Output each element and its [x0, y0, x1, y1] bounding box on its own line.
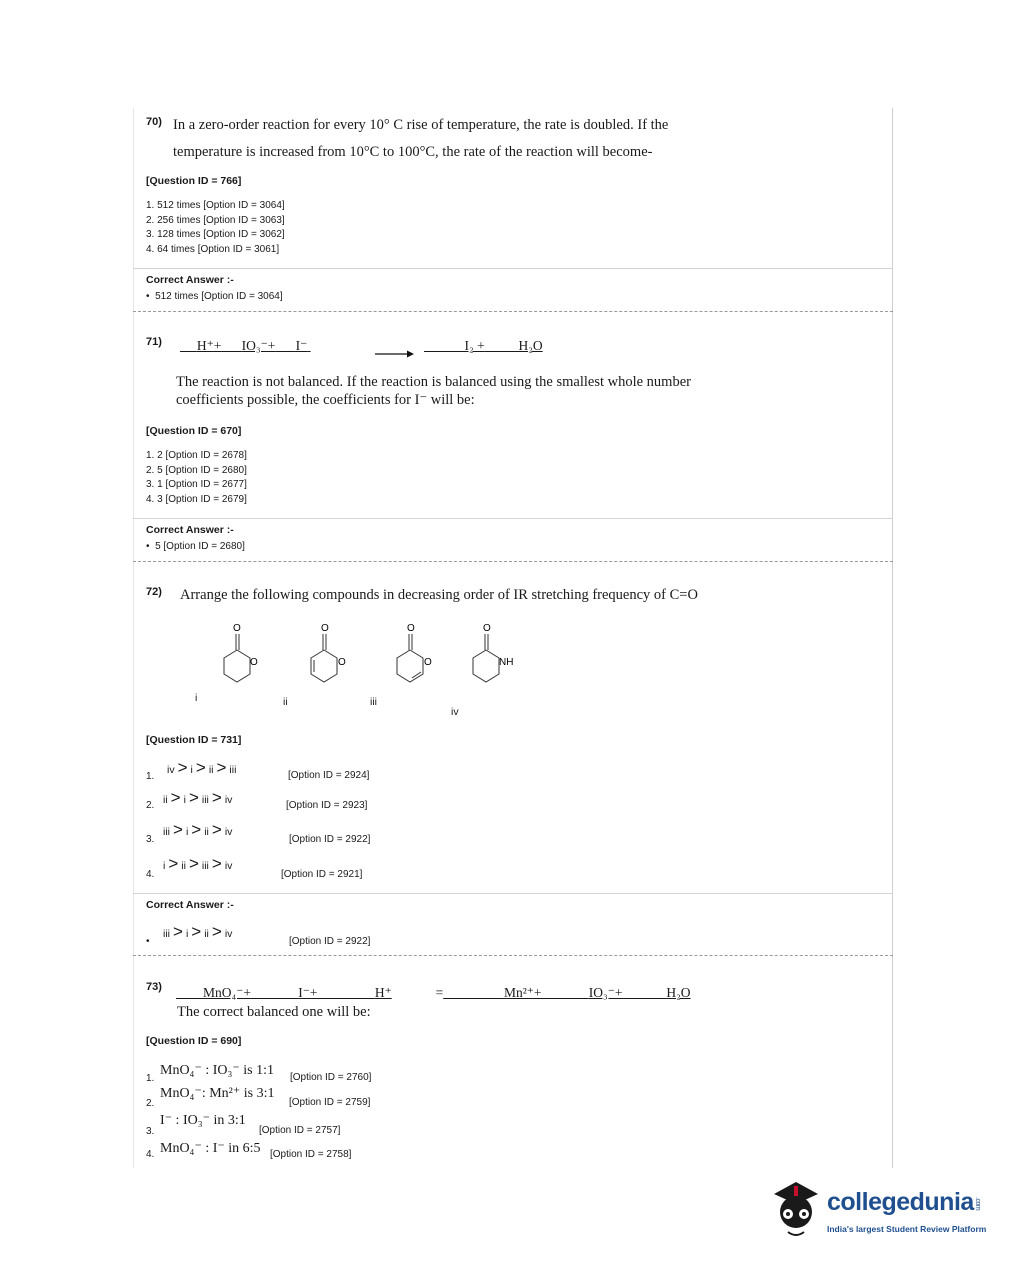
option-number: 4.: [146, 869, 155, 880]
logo-name-text: collegedunia: [827, 1188, 974, 1216]
q71-text-line2: coefficients possible, the coefficients for I⁻ will be:: [176, 392, 475, 408]
greater-than: >: [170, 788, 181, 807]
greater-than: >: [188, 854, 199, 873]
structure-label: iv: [451, 706, 459, 718]
option-number: 2.: [146, 1098, 155, 1109]
roman-numeral: i: [190, 764, 193, 776]
q71-question-id: [Question ID = 670]: [146, 425, 242, 437]
option-id: [Option ID = 2760]: [290, 1072, 372, 1083]
eq-term: H⁺: [374, 985, 392, 1000]
divider: [133, 518, 893, 519]
q71-correct-answer: • 5 [Option ID = 2680]: [146, 541, 245, 552]
eq-term: I⁻: [295, 338, 308, 353]
greater-than: >: [191, 820, 202, 839]
option-id: [Option ID = 2922]: [289, 834, 371, 845]
option-item: 3. 128 times [Option ID = 3062]: [146, 229, 285, 241]
roman-numeral: iii: [201, 860, 209, 872]
correct-answer-text: 5 [Option ID = 2680]: [155, 541, 245, 552]
q70-options: [146, 199, 285, 257]
option-item: 4. 3 [Option ID = 2679]: [146, 493, 247, 505]
greater-than: >: [173, 820, 183, 839]
q70-number: 70): [146, 116, 162, 128]
logo-tagline: India's largest Student Review Platform: [827, 1224, 987, 1234]
structure-label: iii: [370, 696, 377, 708]
option-id: [Option ID = 2921]: [281, 869, 363, 880]
q72-option-4-order: [163, 854, 232, 874]
option-number: 2.: [146, 800, 155, 811]
option-item: 2. 256 times [Option ID = 3063]: [146, 214, 285, 226]
q70-correct-answer: • 512 times [Option ID = 3064]: [146, 291, 283, 302]
option-number: 3.: [146, 834, 155, 845]
eq-term: IO₃⁻+: [241, 338, 276, 353]
greater-than: >: [191, 922, 202, 941]
q71-number: 71): [146, 336, 162, 348]
q73-question-id: [Question ID = 690]: [146, 1035, 242, 1047]
greater-than: >: [211, 922, 222, 941]
greater-than: >: [177, 758, 188, 777]
atom-label: O: [233, 623, 241, 634]
structure-label: i: [195, 692, 198, 704]
q71-options: [146, 449, 247, 507]
left-border-line: [133, 108, 134, 1168]
roman-numeral: iii: [201, 794, 209, 806]
option-item: 1. 512 times [Option ID = 3064]: [146, 200, 285, 211]
greater-than: >: [168, 854, 179, 873]
greater-than: >: [211, 854, 222, 873]
q72-structures: [173, 620, 513, 722]
option-id: [Option ID = 2922]: [289, 936, 371, 947]
q72-correct-order: [163, 922, 232, 942]
roman-numeral: iv: [167, 764, 175, 776]
eq-term: H₂O: [666, 985, 691, 1000]
q73-equation: [176, 985, 691, 1001]
eq-term: IO₃⁻+: [588, 985, 623, 1000]
roman-numeral: iv: [224, 860, 233, 872]
roman-numeral: i: [185, 826, 189, 838]
roman-numeral: iii: [163, 826, 170, 838]
atom-label: O: [338, 657, 346, 668]
q70-text-line1: In a zero-order reaction for every 10° C rise of temperature, the rate is doubled. If the: [173, 117, 669, 133]
logo-suffix: .com: [973, 1196, 981, 1210]
bullet: •: [146, 936, 150, 947]
option-id: [Option ID = 2757]: [259, 1125, 341, 1136]
q72-question-id: [Question ID = 731]: [146, 734, 242, 746]
atom-label: O: [250, 657, 258, 668]
q71-correct-label: Correct Answer :-: [146, 524, 234, 536]
divider: [133, 893, 893, 894]
roman-numeral: iv: [224, 794, 233, 806]
roman-numeral: ii: [163, 794, 168, 806]
roman-numeral: i: [163, 860, 166, 872]
option-item: 1. 2 [Option ID = 2678]: [146, 450, 247, 461]
q72-option-2-order: [163, 788, 232, 808]
reaction-arrow-icon: [375, 349, 415, 359]
q72-correct-label: Correct Answer :-: [146, 899, 234, 911]
roman-numeral: iv: [224, 826, 233, 838]
greater-than: >: [211, 820, 222, 839]
q73-option-2-ratio: MnO₄⁻: Mn²⁺ is 3:1: [160, 1086, 275, 1101]
roman-numeral: iii: [163, 928, 170, 940]
question-separator: [133, 955, 893, 956]
right-border-line: [892, 108, 893, 1168]
q73-option-4-ratio: MnO₄⁻ : I⁻ in 6:5: [160, 1141, 261, 1156]
logo-wordmark: [827, 1188, 981, 1217]
atom-label: O: [407, 623, 415, 634]
option-number: 1.: [146, 771, 155, 782]
q70-text-line2: temperature is increased from 10°C to 100°C, the rate of the reaction will become-: [173, 144, 653, 160]
greater-than: >: [195, 758, 206, 777]
roman-numeral: ii: [181, 860, 186, 872]
atom-label: O: [424, 657, 432, 668]
eq-term: H⁺+: [196, 338, 222, 353]
q71-text-line1: The reaction is not balanced. If the reaction is balanced using the smallest whole number: [176, 374, 691, 390]
roman-numeral: ii: [204, 928, 209, 940]
atom-label: NH: [499, 657, 513, 668]
eq-term: H₂O: [518, 338, 543, 353]
q70-correct-label: Correct Answer :-: [146, 274, 234, 286]
eq-sign: =: [435, 985, 444, 1000]
option-number: 1.: [146, 1073, 155, 1084]
greater-than: >: [211, 788, 222, 807]
roman-numeral: i: [183, 794, 186, 806]
structure-label: ii: [283, 696, 288, 708]
q71-products: [424, 338, 543, 354]
atom-label: O: [321, 623, 329, 634]
mascot-icon: [766, 1176, 826, 1246]
greater-than: >: [188, 788, 199, 807]
roman-numeral: iii: [229, 764, 237, 776]
option-item: 2. 5 [Option ID = 2680]: [146, 464, 247, 476]
q73-option-1-ratio: MnO₄⁻ : IO₃⁻ is 1:1: [160, 1063, 274, 1078]
q72-number: 72): [146, 586, 162, 598]
roman-numeral: i: [185, 928, 189, 940]
q72-option-3-order: [163, 820, 232, 840]
question-separator: [133, 561, 893, 562]
greater-than: >: [216, 758, 227, 777]
collegedunia-logo: [766, 1176, 996, 1246]
question-separator: [133, 311, 893, 312]
eq-term: I⁻+: [298, 985, 318, 1000]
q72-option-1-order: [167, 758, 236, 778]
option-id: [Option ID = 2758]: [270, 1149, 352, 1160]
eq-term: Mn²⁺+: [503, 985, 542, 1000]
option-item: 3. 1 [Option ID = 2677]: [146, 479, 247, 491]
q73-option-3-ratio: I⁻ : IO₃⁻ in 3:1: [160, 1113, 246, 1128]
option-id: [Option ID = 2924]: [288, 770, 370, 781]
atom-label: O: [483, 623, 491, 634]
option-item: 4. 64 times [Option ID = 3061]: [146, 243, 280, 255]
divider: [133, 268, 893, 269]
q70-question-id: [Question ID = 766]: [146, 175, 242, 187]
option-id: [Option ID = 2759]: [289, 1097, 371, 1108]
eq-term: I₂ +: [464, 338, 485, 353]
eq-term: MnO₄⁻+: [203, 985, 251, 1000]
option-number: 3.: [146, 1126, 155, 1137]
correct-answer-text: 512 times [Option ID = 3064]: [155, 291, 283, 302]
q72-text: Arrange the following compounds in decreasing order of IR stretching frequency of C=O: [180, 587, 698, 603]
roman-numeral: ii: [208, 764, 214, 776]
roman-numeral: iv: [224, 928, 233, 940]
greater-than: >: [173, 922, 183, 941]
q71-equation: [180, 338, 311, 354]
option-number: 4.: [146, 1149, 155, 1160]
roman-numeral: ii: [204, 826, 209, 838]
q73-number: 73): [146, 981, 162, 993]
q73-text: The correct balanced one will be:: [177, 1004, 371, 1020]
option-id: [Option ID = 2923]: [286, 800, 368, 811]
